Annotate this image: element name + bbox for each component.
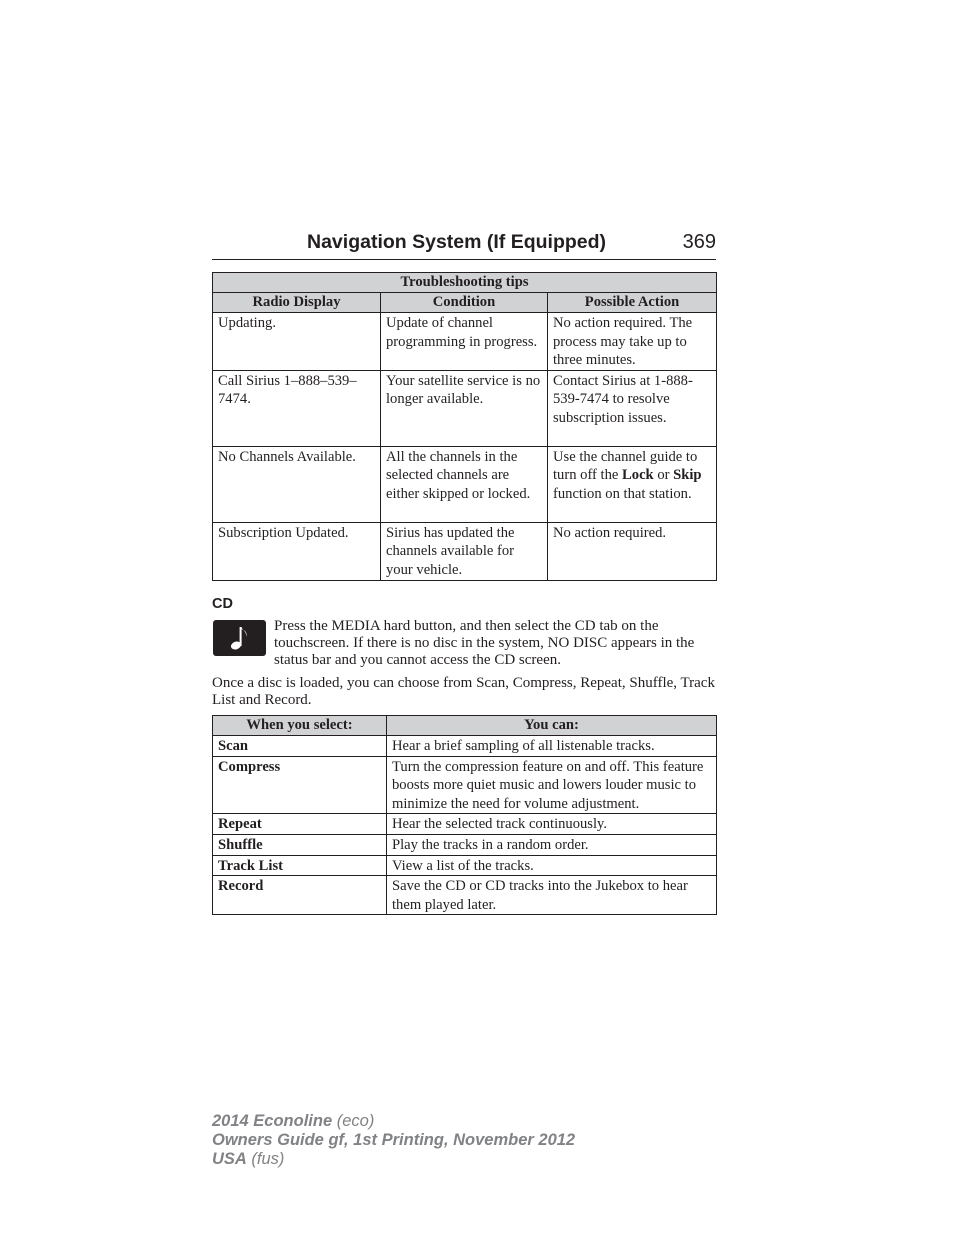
action-cell: No action required. The process may take up to three minutes. [548, 313, 717, 371]
page-footer [212, 1112, 575, 1169]
action-cell: No action required. [548, 522, 717, 580]
column-header: When you select: [213, 716, 387, 736]
option-description-cell: Hear a brief sampling of all listenable tracks. [387, 736, 717, 757]
option-name-cell: Scan [213, 736, 387, 757]
section-title-cd: CD [212, 596, 233, 612]
radio-display-cell: Updating. [213, 313, 381, 371]
table-row [213, 814, 717, 835]
option-name-cell: Track List [213, 855, 387, 876]
option-name-cell: Repeat [213, 814, 387, 835]
music-note-icon [213, 620, 266, 656]
table-row [213, 522, 717, 580]
table-row [213, 834, 717, 855]
column-header: You can: [387, 716, 717, 736]
radio-display-cell: No Channels Available. [213, 446, 381, 522]
cd-options-table [212, 715, 717, 915]
skip-term: Skip [673, 467, 702, 484]
action-cell: Use the channel guide to turn off the Lock or Skip function on that station. [548, 446, 717, 522]
column-header: Possible Action [548, 293, 717, 313]
footer-guide-line: Owners Guide gf, 1st Printing, November 2012 [212, 1131, 576, 1149]
table-row [213, 756, 717, 814]
column-header: Radio Display [213, 293, 381, 313]
page-title: Navigation System (If Equipped) [307, 231, 607, 253]
option-description-cell: Turn the compression feature on and off. This feature boosts more quiet music and lowers louder music to minimize the need for volume adjustment. [387, 756, 717, 814]
radio-display-cell: Call Sirius 1–888–539–7474. [213, 370, 381, 446]
cd-loaded-paragraph: Once a disc is loaded, you can choose from Scan, Compress, Repeat, Shuffle, Track List and Record. [212, 675, 715, 708]
cd-intro-paragraph: Press the MEDIA hard button, and then select the CD tab on the touchscreen. If there is no disc in the system, NO DISC appears in the status bar and you cannot access the CD screen. [274, 618, 695, 668]
table-row [213, 876, 717, 915]
column-header: Condition [381, 293, 548, 313]
troubleshooting-table [212, 272, 717, 581]
lock-term: Lock [622, 467, 654, 484]
option-description-cell: View a list of the tracks. [387, 855, 717, 876]
condition-cell: Update of channel programming in progress. [381, 313, 548, 371]
condition-cell: Sirius has updated the channels available for your vehicle. [381, 522, 548, 580]
footer-model-line: 2014 Econoline (eco) [212, 1112, 375, 1130]
option-description-cell: Save the CD or CD tracks into the Jukebox to hear them played later. [387, 876, 717, 915]
page-header [212, 229, 716, 260]
table-row [213, 313, 717, 371]
action-cell: Contact Sirius at 1-888-539-7474 to resolve subscription issues. [548, 370, 717, 446]
option-name-cell: Shuffle [213, 834, 387, 855]
condition-cell: Your satellite service is no longer available. [381, 370, 548, 446]
option-name-cell: Record [213, 876, 387, 915]
option-name-cell: Compress [213, 756, 387, 814]
troubleshooting-caption: Troubleshooting tips [213, 273, 717, 293]
option-description-cell: Hear the selected track continuously. [387, 814, 717, 835]
radio-display-cell: Subscription Updated. [213, 522, 381, 580]
option-description-cell: Play the tracks in a random order. [387, 834, 717, 855]
table-row [213, 855, 717, 876]
table-row [213, 446, 717, 522]
table-row [213, 370, 717, 446]
condition-cell: All the channels in the selected channels are either skipped or locked. [381, 446, 548, 522]
page-number: 369 [682, 231, 716, 253]
footer-region-line: USA (fus) [212, 1150, 285, 1168]
table-row [213, 736, 717, 757]
